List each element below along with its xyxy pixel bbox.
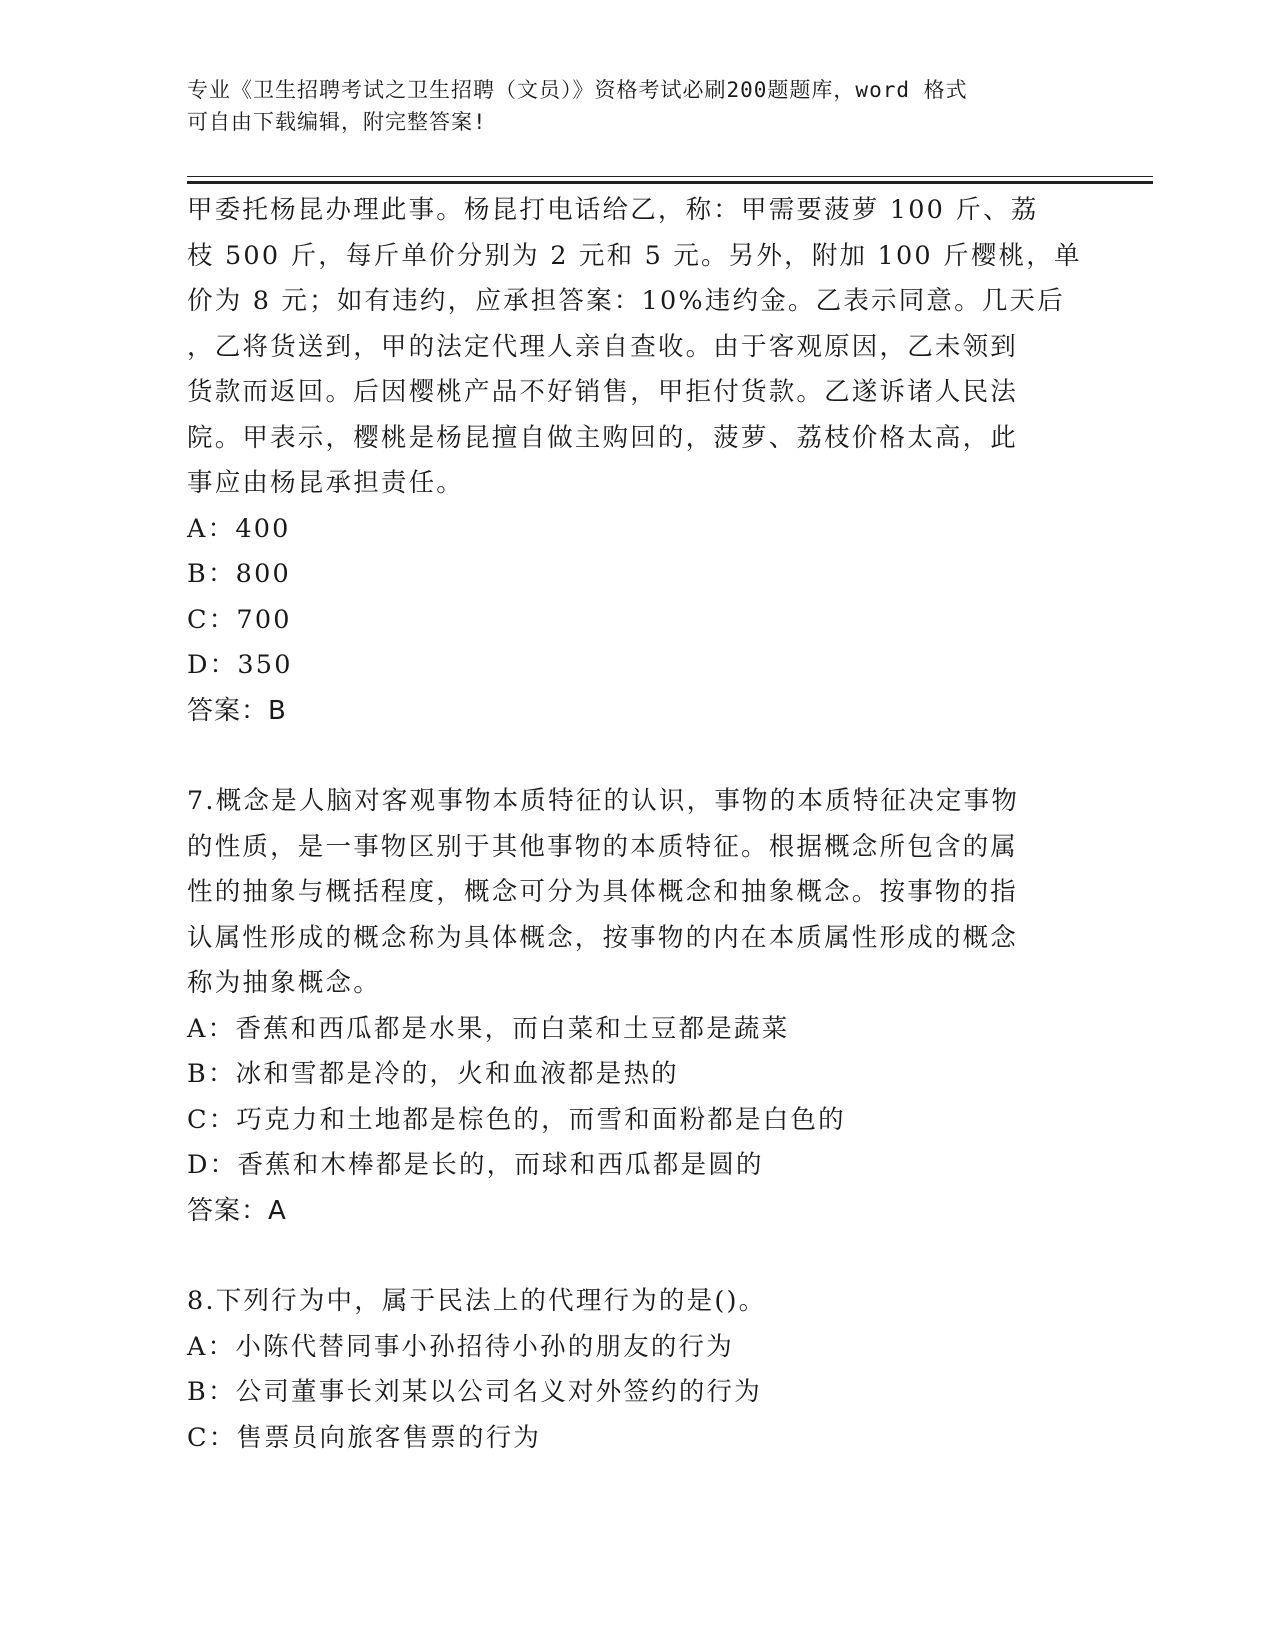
- option-a: A：香蕉和西瓜都是水果，而白菜和土豆都是蔬菜: [187, 1013, 790, 1044]
- header-line-1: 专业《卫生招聘考试之卫生招聘（文员）》资格考试必刷200题题库，word 格式: [187, 78, 968, 102]
- question-text-line: 认属性形成的概念称为具体概念，按事物的内在本质属性形成的概念: [187, 922, 1019, 953]
- question-text-line: 货款而返回。后因樱桃产品不好销售，甲拒付货款。乙遂诉诸人民法: [187, 377, 1019, 407]
- spacer: [187, 734, 1087, 779]
- question-text-line: 枝 500 斤，每斤单价分别为 2 元和 5 元。另外，附加 100 斤樱桃，单: [187, 240, 1082, 271]
- spacer: [187, 1234, 1087, 1279]
- question-text-line: 价为 8 元；如有违约，应承担答案：10%违约金。乙表示同意。几天后: [187, 286, 1065, 316]
- question-text-line: 8.下列行为中，属于民法上的代理行为的是()。: [187, 1286, 767, 1316]
- option-a: A：400: [187, 513, 291, 544]
- question-text-line: 7.概念是人脑对客观事物本质特征的认识，事物的本质特征决定事物: [187, 786, 1020, 816]
- option-b: B：公司董事长刘某以公司名义对外签约的行为: [187, 1377, 762, 1407]
- option-a: A：小陈代替同事小孙招待小孙的朋友的行为: [187, 1331, 734, 1362]
- question-7: [187, 779, 1087, 1234]
- question-text-line: 性的抽象与概括程度，概念可分为具体概念和抽象概念。按事物的指: [187, 877, 1019, 907]
- option-b: B：冰和雪都是冷的，火和血液都是热的: [187, 1059, 679, 1089]
- header-line-2: 可自由下载编辑，附完整答案!: [187, 110, 487, 134]
- option-d: D：350: [187, 650, 293, 680]
- document-body: [187, 188, 1087, 1461]
- document-header: [187, 74, 1087, 138]
- answer: 答案：B: [187, 695, 287, 726]
- question-text-line: 事应由杨昆承担责任。: [187, 468, 465, 498]
- answer: 答案：A: [187, 1195, 287, 1226]
- option-c: C：巧克力和土地都是棕色的，而雪和面粉都是白色的: [187, 1104, 846, 1135]
- header-divider-thin: [187, 176, 1153, 177]
- option-d: D：香蕉和木棒都是长的，而球和西瓜都是圆的: [187, 1150, 764, 1180]
- option-b: B：800: [187, 559, 291, 589]
- question-text-line: 甲委托杨昆办理此事。杨昆打电话给乙，称：甲需要菠萝 100 斤、荔: [187, 195, 1039, 225]
- question-6: [187, 188, 1087, 734]
- header-divider-thick: [187, 181, 1153, 184]
- question-8: [187, 1279, 1087, 1461]
- question-text-line: 的性质，是一事物区别于其他事物的本质特征。根据概念所包含的属: [187, 831, 1019, 862]
- option-c: C：700: [187, 604, 292, 635]
- question-text-line: ，乙将货送到，甲的法定代理人亲自查收。由于客观原因，乙未领到: [187, 331, 1019, 362]
- option-c: C：售票员向旅客售票的行为: [187, 1422, 542, 1453]
- question-text-line: 称为抽象概念。: [187, 968, 381, 998]
- question-text-line: 院。甲表示，樱桃是杨昆擅自做主购回的，菠萝、荔枝价格太高，此: [187, 422, 1019, 453]
